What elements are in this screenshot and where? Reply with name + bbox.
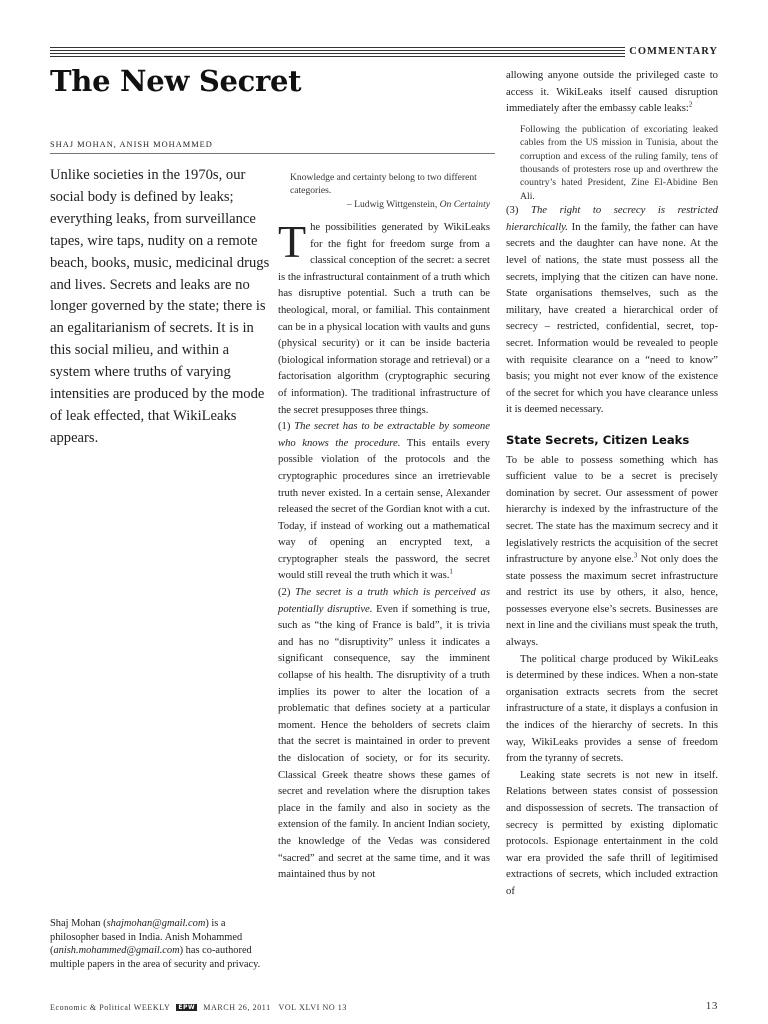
paragraph-point-2 <box>278 585 490 884</box>
paragraph <box>506 453 718 652</box>
paragraph-text: Not only does the state possess the maximum secret infrastructure and restrict its use by others, it also, hence, possesses everyone else’s secrets. Businesses are next in line and the civilians must speak the truth, always. <box>506 554 718 649</box>
point-heading: The secret is a truth which is perceived as potentially disruptive. <box>278 587 490 615</box>
drop-cap: T <box>278 216 307 267</box>
page-number: 13 <box>705 1000 718 1012</box>
author-email-1: shajmohan@gmail.com <box>106 918 206 929</box>
point-number: (1) <box>278 421 295 433</box>
body-column-3 <box>506 68 718 901</box>
epigraph-source: On Certainty <box>439 198 490 210</box>
paragraph-text: allowing anyone outside the privileged caste to access it. WikiLeaks itself caused disruption immediately after the embassy cable leaks: <box>506 70 718 115</box>
point-text: Even if something is true, such as “the king of France is bald”, it is trivia and has no “disruptivity” unless it indicates a significant consequence, say the imminent collapse of his health. The disruptivity of a truth implies its power to alter the location of a problematic that defines society at a particular moment. Hence the beholders of secrets claim that the secret is maintained in order to prevent the dislocation of society, or for its security. Classical Greek theatre shows these games of secret and revelation where the disruption takes place in the family and also in society as the extension of the family. In ancient Indian society, the knowledge of the Vedas was considered “sacred” and secret at the same time, and it was maintained thus by not <box>278 603 490 881</box>
bio-text-3: ) has co-authored multiple papers in the area of security and privacy. <box>50 945 261 970</box>
point-text: This entails every possible violation of the protocols and the cryptographic procedures since an irretrievable truth never existed. In a certain sense, Alexander released the secret of the Gordian knot with a cut. Today, if instead of working out a mathematical way of opening an encrypted text, a cryptographer steals the password, the secret would still reveal the truth which it was. <box>278 437 490 582</box>
section-label: COMMENTARY <box>625 46 718 57</box>
point-number: (2) <box>278 587 296 599</box>
epigraph-quote: Knowledge and certainty belong to two different categories. <box>290 172 477 197</box>
footnote-ref: 1 <box>449 567 453 576</box>
epigraph-attribution <box>290 198 490 211</box>
footnote-ref: 3 <box>633 551 638 560</box>
paragraph-text: To be able to possess something which has sufficient value to be a secret is precisely domination by secret. Our assessment of power hierarchy is indexed by the infrastructure of the secret. The state has the maximum secrecy and it legislatively restricts the acquisition of the secret infrastructure by anyone else. <box>506 454 718 566</box>
block-quote: Following the publication of excoriating leaked cables from the US mission in Tunisia, about the corruption and excess of the ruling family, tens of thousands of protesters rose up and overthrew the country’s hated President, Zine El-Abidine Ben Ali. <box>520 123 718 202</box>
epigraph-author: – Ludwig Wittgenstein, <box>346 198 440 210</box>
point-heading: The secret has to be extractable by someone who knows the procedure. <box>278 421 490 449</box>
paragraph: The political charge produced by WikiLeaks is determined by these indices. When a non-state organisation extracts secrets from the secret infrastructure of a state, it displays a confusion in the indices of the hierarchy of secrets. In this way, WikiLeaks provides a sense of freedom from the tyranny of secrets. <box>506 653 718 765</box>
epigraph <box>290 171 490 211</box>
author-email-2: anish.mohammed@gmail.com <box>53 945 180 957</box>
article-authors: SHAJ MOHAN, ANISH MOHAMMED <box>50 140 495 154</box>
header-rules <box>50 47 718 59</box>
paragraph: Leaking state secrets is not new in itself. Relations between states consist of possession and dispossession of secrets. The transaction of secrecy is permitted by existing diplomatic protocols. Espionage entertainment in the cold war era provided the safe thrill of legitimised extractions of secrets, which included extraction of <box>506 769 718 897</box>
author-bio <box>50 917 272 971</box>
page-footer <box>50 1000 718 1017</box>
issue-volume: VOL XLVI NO 13 <box>278 1003 348 1012</box>
bio-text-1: Shaj Mohan ( <box>50 918 107 929</box>
point-number: (3) <box>506 205 532 217</box>
paragraph-point-3 <box>506 203 718 419</box>
footnote-ref: 2 <box>688 100 693 109</box>
paragraph-intro-text: he possibilities generated by WikiLeaks for the fight for freedom surge from a classical conception of the secret: a secret is the infrastructural containment of a truth which has disruptive potential. Such a truth can be theological, moral, or familial. This containment can be in a physical location with vaults and guns (physical security) or it can be inside bacteria (biological information storage and retrieval) or a factorisation algorithm (cryptographic securing of information). The traditional infrastructure of the secret presupposes three things. <box>278 222 490 416</box>
paragraph-continuation <box>506 68 718 118</box>
point-text: In the family, the father can have secrets and the daughter can have none. At the level of nations, the state must possess all the secrets, implying that the citizen can have none. State organisations themselves, such as the military, have created a hierarchical order of secrecy – restricted, confidential, secret, top-secret. Information would be revealed to people with requisite clearance on a “need to know” basis; you might not ever know of the existence of the secret for which you have clearance unless it is deemed necessary. <box>506 221 718 416</box>
article-lede: Unlike societies in the 1970s, our social body is defined by leaks; everything leaks, from surveillance tapes, wire taps, nudity on a remote beach, books, music, medicinal drugs and lives. Secrets and leaks are no longer governed by the state; there is an egalitarianism of secrets. It is in this social milieu, and within a system where truths of varying intensities are produced by the mode of leak effected, that WikiLeaks appears. <box>50 167 270 446</box>
paragraph-point-1 <box>278 419 490 585</box>
journal-name: Economic & Political WEEKLY <box>50 1003 171 1012</box>
point-heading: The right to secrecy is restricted hierarchically. <box>506 205 718 233</box>
section-subhead: State Secrets, Citizen Leaks <box>506 432 690 447</box>
article-title: The New Secret <box>50 64 302 98</box>
paragraph-intro <box>278 216 490 419</box>
bio-text-2: ) is a philosopher based in India. Anish Mohammed ( <box>50 918 243 957</box>
issue-date: MARCH 26, 2011 <box>203 1003 271 1012</box>
footer-info <box>50 1003 347 1012</box>
body-column-2 <box>278 216 490 884</box>
epw-badge: EPW <box>178 1004 196 1011</box>
